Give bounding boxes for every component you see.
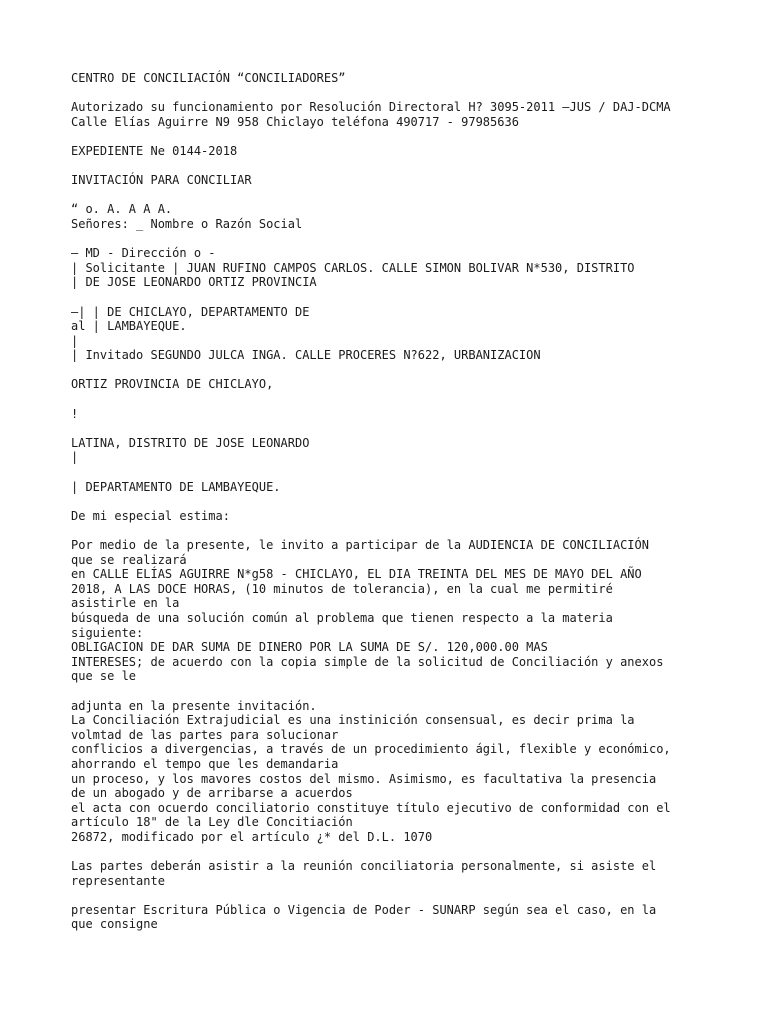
document-line: | Solicitante | JUAN RUFINO CAMPOS CARLOS. CALLE SIMON BOLIVAR N*530, DISTRITO	[71, 260, 635, 275]
document-line: al | LAMBAYEQUE.	[71, 319, 187, 334]
document-line: EXPEDIENTE Ne 0144-2018	[71, 143, 238, 158]
document-line: — MD - Dirección o -	[71, 246, 216, 261]
document-line: La Conciliación Extrajudicial es una instinición consensual, es decir prima la	[71, 713, 635, 728]
document-line: De mi especial estima:	[71, 508, 230, 523]
document-line: | Invitado SEGUNDO JULCA INGA. CALLE PROCERES N?622, URBANIZACION	[71, 348, 541, 363]
document-line: !	[71, 406, 79, 421]
blank-line	[71, 494, 711, 509]
blank-line	[71, 129, 711, 144]
document-line: Por medio de la presente, le invito a participar de la AUDIENCIA DE CONCILIACIÓN	[71, 538, 649, 552]
blank-line	[71, 159, 711, 174]
document-line: Señores: _ Nombre o Razón Social	[71, 216, 303, 231]
document-body	[71, 71, 711, 932]
document-line: 26872, modificado por el artículo ¿* del D.L. 1070	[71, 829, 433, 844]
blank-line	[71, 232, 711, 247]
blank-line	[71, 523, 711, 538]
blank-line	[71, 888, 711, 903]
blank-line	[71, 363, 711, 378]
document-line: —| | DE CHICLAYO, DEPARTAMENTO DE	[71, 304, 310, 319]
document-line: búsqueda de una solución común al problema que tienen respecto a la materia	[71, 610, 613, 625]
blank-line	[71, 392, 711, 407]
blank-line	[71, 86, 711, 101]
blank-line	[71, 290, 711, 305]
document-line: | DE JOSE LEONARDO ORTIZ PROVINCIA	[71, 275, 317, 290]
document-line: en CALLE ELÍAS AGUIRRE N*g58 - CHICLAYO, EL DIA TREINTA DEL MES DE MAYO DEL AÑO	[71, 567, 642, 582]
document-line: siguiente:	[71, 625, 144, 640]
blank-line	[71, 421, 711, 436]
document-line: OBLIGACION DE DAR SUMA DE DINERO POR LA SUMA DE S/. 120,000.00 MAS	[71, 640, 548, 655]
document-line: INTERESES; de acuerdo con la copia simple de la solicitud de Conciliación y anexos	[71, 654, 664, 669]
document-line: que consigne	[71, 917, 158, 932]
document-line: asistirle en la	[71, 596, 180, 611]
document-line: presentar Escritura Pública o Vigencia de Poder - SUNARP según sea el caso, en la	[71, 902, 657, 917]
document-line: conflicios a divergencias, a través de un procedimiento ágil, flexible y económico,	[71, 742, 671, 757]
document-line: 2018, A LAS DOCE HORAS, (10 minutos de tolerancia), en la cual me permitiré	[71, 581, 613, 596]
document-line: Las partes deberán asistir a la reunión conciliatoria personalmente, si asiste el	[71, 859, 657, 874]
document-line: |	[71, 333, 79, 348]
document-line: representante	[71, 873, 165, 888]
document-line: un proceso, y los mavores costos del mismo. Asimismo, es facultativa la presencia	[71, 771, 657, 786]
blank-line	[71, 684, 711, 699]
document-line: ORTIZ PROVINCIA DE CHICLAYO,	[71, 377, 274, 392]
document-line: CENTRO DE CONCILIACIÓN “CONCILIADORES”	[71, 71, 346, 85]
document-line: volmtad de las partes para solucionar	[71, 727, 339, 742]
blank-line	[71, 188, 711, 203]
document-line: LATINA, DISTRITO DE JOSE LEONARDO	[71, 435, 310, 450]
document-line: el acta con ocuerdo conciliatorio constituye título ejecutivo de conformidad con el	[71, 800, 671, 815]
document-line: Autorizado su funcionamiento por Resolución Directoral H? 3095-2011 —JUS / DAJ-DCMA	[71, 100, 671, 115]
document-line: que se realizará	[71, 552, 187, 567]
document-line: | DEPARTAMENTO DE LAMBAYEQUE.	[71, 479, 281, 494]
document-line: ahorrando el tempo que les demandaria	[71, 756, 339, 771]
document-line: de un abogado y de arribarse a acuerdos	[71, 786, 353, 801]
document-line: |	[71, 450, 79, 465]
document-line: adjunta en la presente invitación.	[71, 698, 317, 713]
document-line: Calle Elías Aguirre N9 958 Chiclayo teléfona 490717 - 97985636	[71, 114, 519, 129]
document-line: artículo 18" de la Ley dle Concitiación	[71, 815, 353, 830]
document-line: INVITACIÓN PARA CONCILIAR	[71, 173, 252, 188]
document-line: “ o. A. A A A.	[71, 202, 173, 217]
document-line: que se le	[71, 669, 137, 684]
blank-line	[71, 844, 711, 859]
blank-line	[71, 465, 711, 480]
